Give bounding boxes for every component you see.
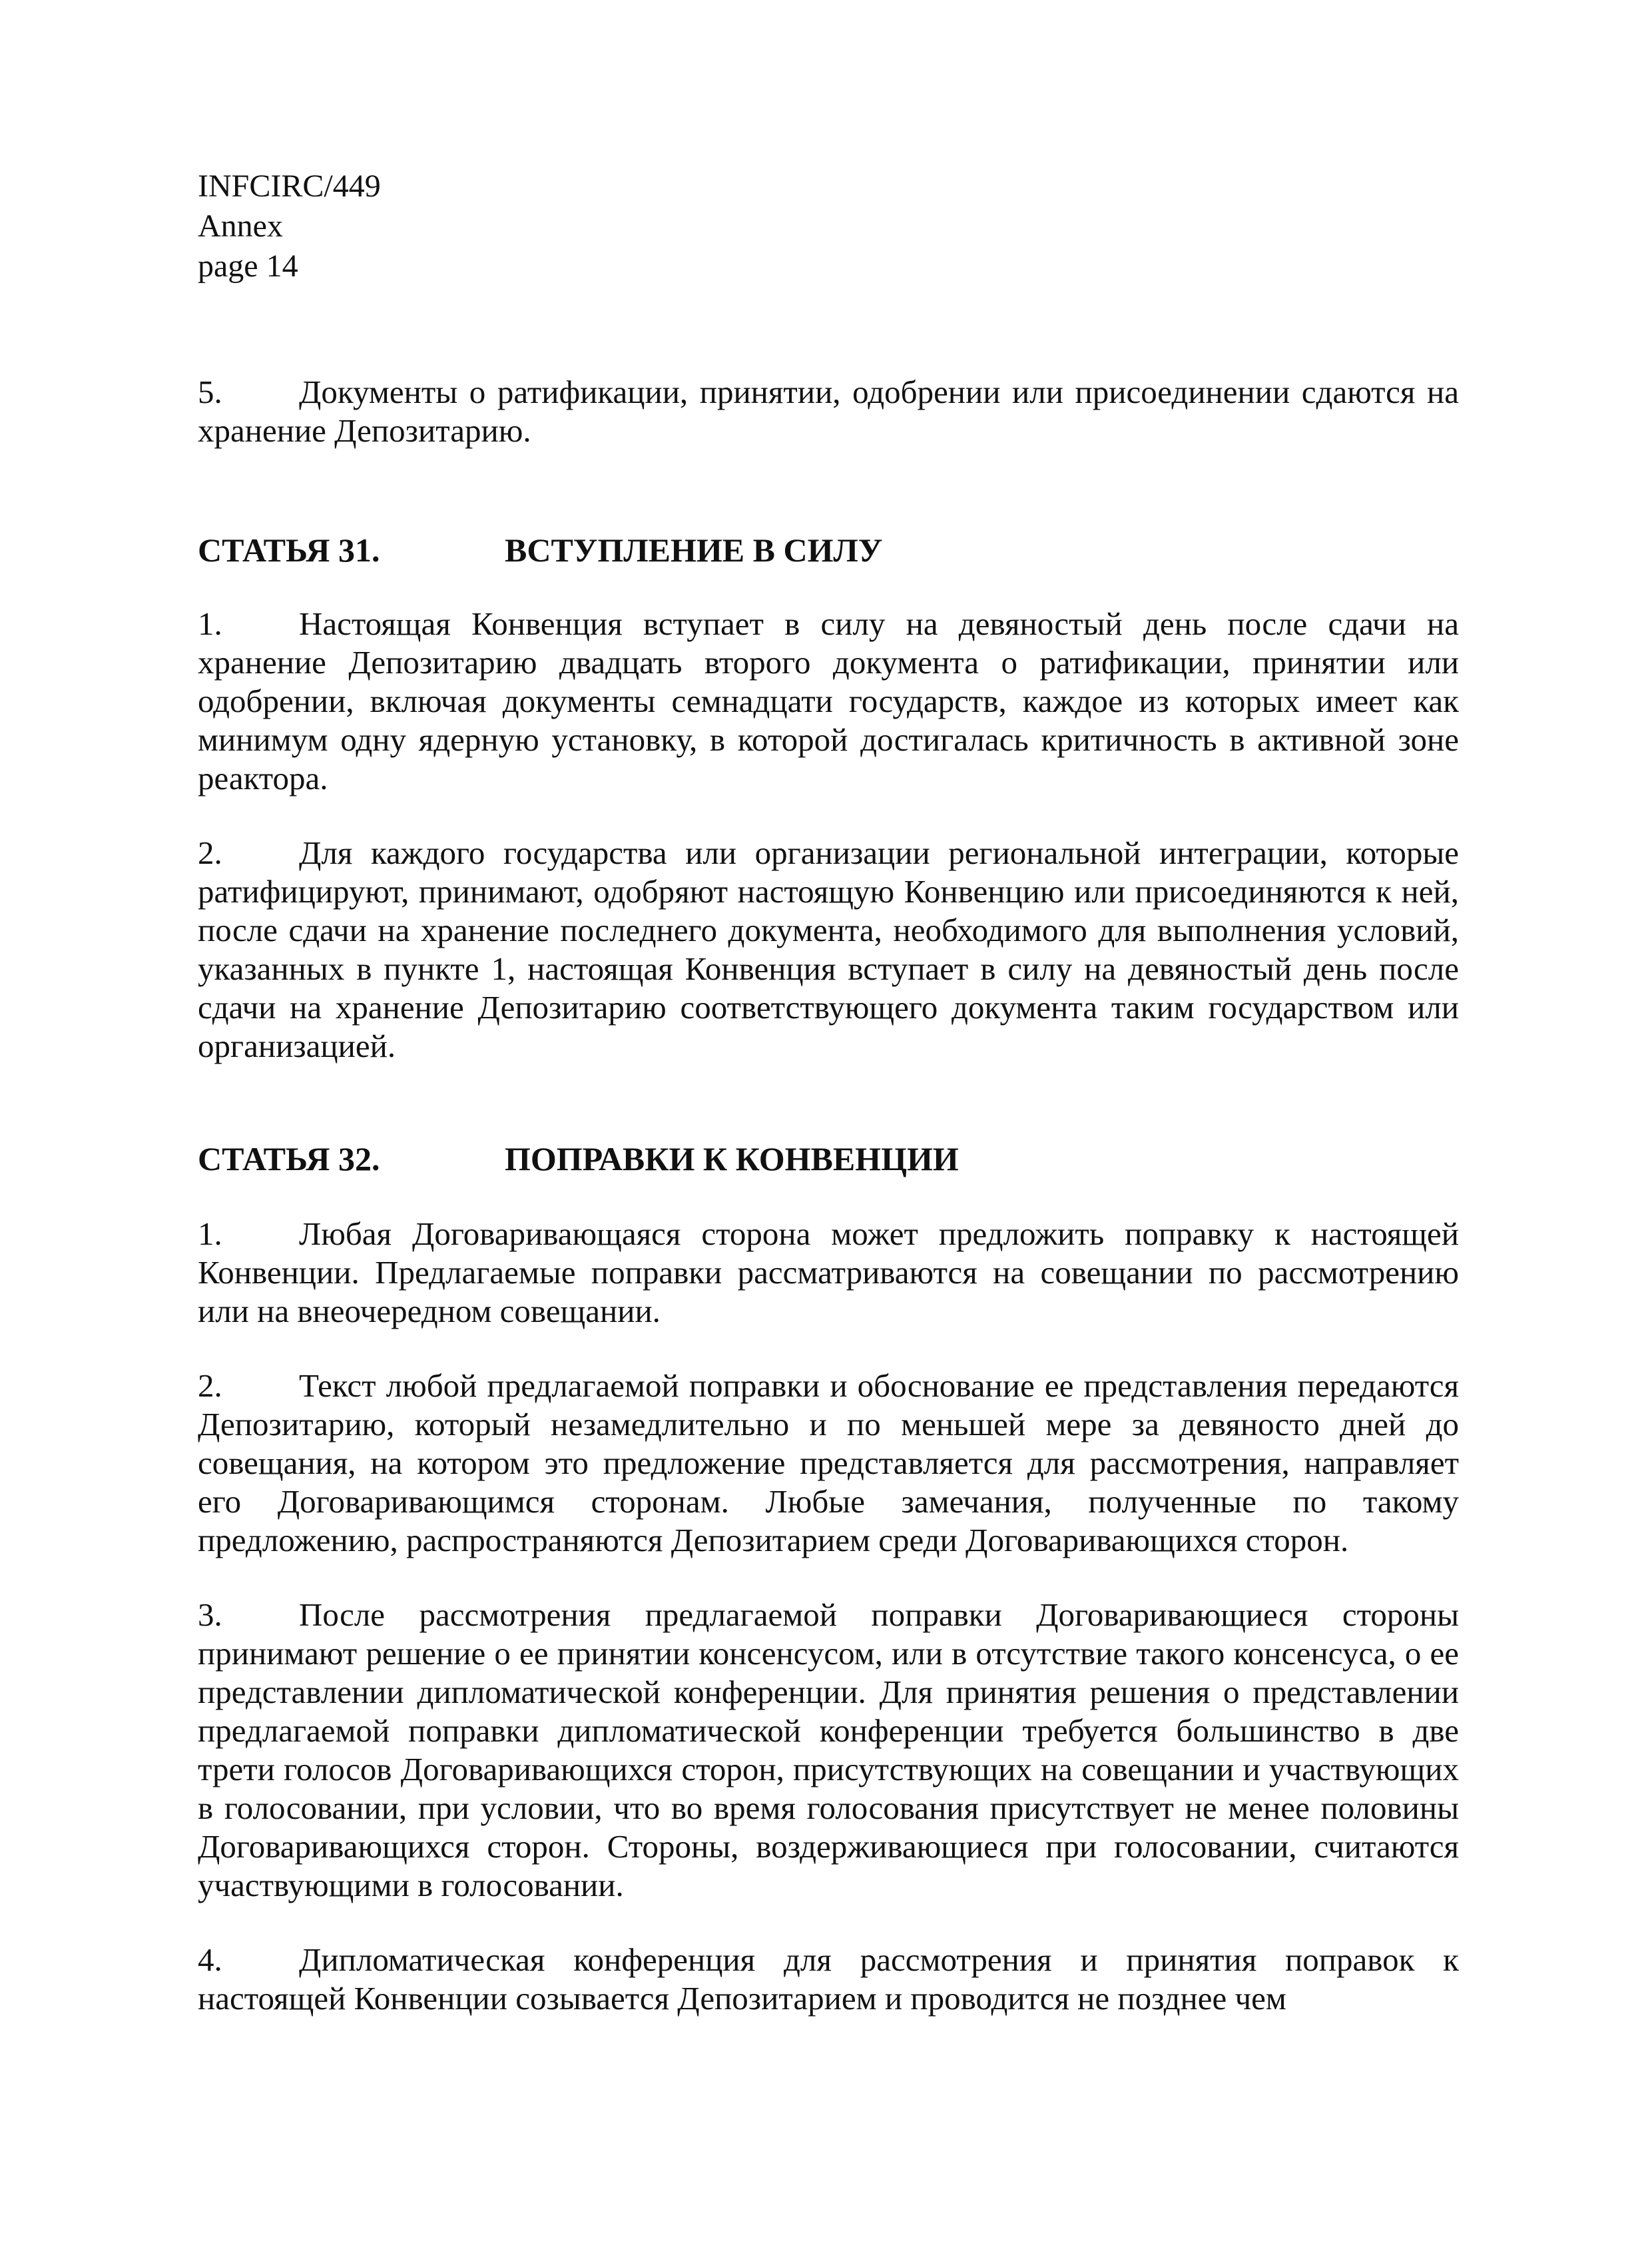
paragraph-text: Для каждого государства или организации региональной интеграции, которые ратифицируют, принимают, одобряют настоящую Конвенцию или присоединяются к ней, после сдачи на хранение последнего документа, необходимого для выполнения условий, указанных в пункте 1, настоящая Конвенция вступает в силу на девяностый день после сдачи на хранение Депозитарию соответствующего документа таким государством или организацией. (198, 834, 1459, 1064)
paragraph-number: 2. (198, 1367, 222, 1404)
paragraph-number: 3. (198, 1596, 222, 1633)
paragraph-text: Дипломатическая конференция для рассмотрения и принятия поправок к настоящей Конвенции созывается Депозитарием и проводится не позднее чем (198, 1941, 1459, 2017)
article-title: ПОПРАВКИ К КОНВЕНЦИИ (505, 1140, 959, 1177)
page-number: page 14 (198, 248, 298, 284)
article-title: ВСТУПЛЕНИЕ В СИЛУ (505, 531, 883, 569)
paragraph-number: 1. (198, 605, 222, 642)
article-32-paragraph-1 (198, 1215, 1459, 1331)
article-31-paragraph-1 (198, 605, 1459, 798)
document-header (198, 166, 1459, 286)
paragraph-5 (198, 373, 1459, 450)
paragraph-number: 2. (198, 834, 222, 871)
article-32-paragraph-2 (198, 1367, 1459, 1560)
article-32-paragraph-3 (198, 1596, 1459, 1905)
paragraph-text: После рассмотрения предлагаемой поправки Договаривающиеся стороны принимают решение о ее принятии консенсусом, или в отсутствие такого консенсуса, о ее представлении дипломатической конференции. Для принятия решения о представлении предлагаемой поправки дипломатической конференции требуется большинство в две трети голосов Договаривающихся сторон, присутствующих на совещании и участвующих в голосовании, при условии, что во время голосования присутствует не менее половины Договаривающихся сторон. Стороны, воздерживающиеся при голосовании, считаются участвующими в голосовании. (198, 1596, 1459, 1903)
article-32-paragraph-4 (198, 1941, 1459, 2018)
paragraph-text: Настоящая Конвенция вступает в силу на девяностый день после сдачи на хранение Депозитарию двадцать второго документа о ратификации, принятии или одобрении, включая документы семнадцати государств, каждое из которых имеет как минимум одну ядерную установку, в которой достигалась критичность в активной зоне реактора. (198, 605, 1459, 797)
article-31-paragraph-2 (198, 834, 1459, 1066)
article-31-heading (198, 530, 1459, 570)
paragraph-number: 1. (198, 1215, 222, 1252)
article-number: СТАТЬЯ 31. (198, 531, 380, 569)
paragraph-number: 4. (198, 1941, 222, 1978)
paragraph-number: 5. (198, 374, 222, 410)
article-number: СТАТЬЯ 32. (198, 1140, 380, 1177)
paragraph-text: Любая Договаривающаяся сторона может предложить поправку к настоящей Конвенции. Предлагаемые поправки рассматриваются на совещании по рассмотрению или на внеочередном совещании. (198, 1215, 1459, 1329)
paragraph-text: Документы о ратификации, принятии, одобрении или присоединении сдаются на хранение Депозитарию. (198, 374, 1459, 449)
paragraph-text: Текст любой предлагаемой поправки и обоснование ее представления передаются Депозитарию, который незамедлительно и по меньшей мере за девяносто дней до совещания, на котором это предложение представляется для рассмотрения, направляет его Договаривающимся сторонам. Любые замечания, полученные по такому предложению, распространяются Депозитарием среди Договаривающихся сторон. (198, 1367, 1459, 1558)
annex-label: Annex (198, 208, 283, 244)
doc-id: INFCIRC/449 (198, 168, 381, 204)
article-32-heading (198, 1139, 1459, 1179)
document-page (198, 166, 1459, 2018)
